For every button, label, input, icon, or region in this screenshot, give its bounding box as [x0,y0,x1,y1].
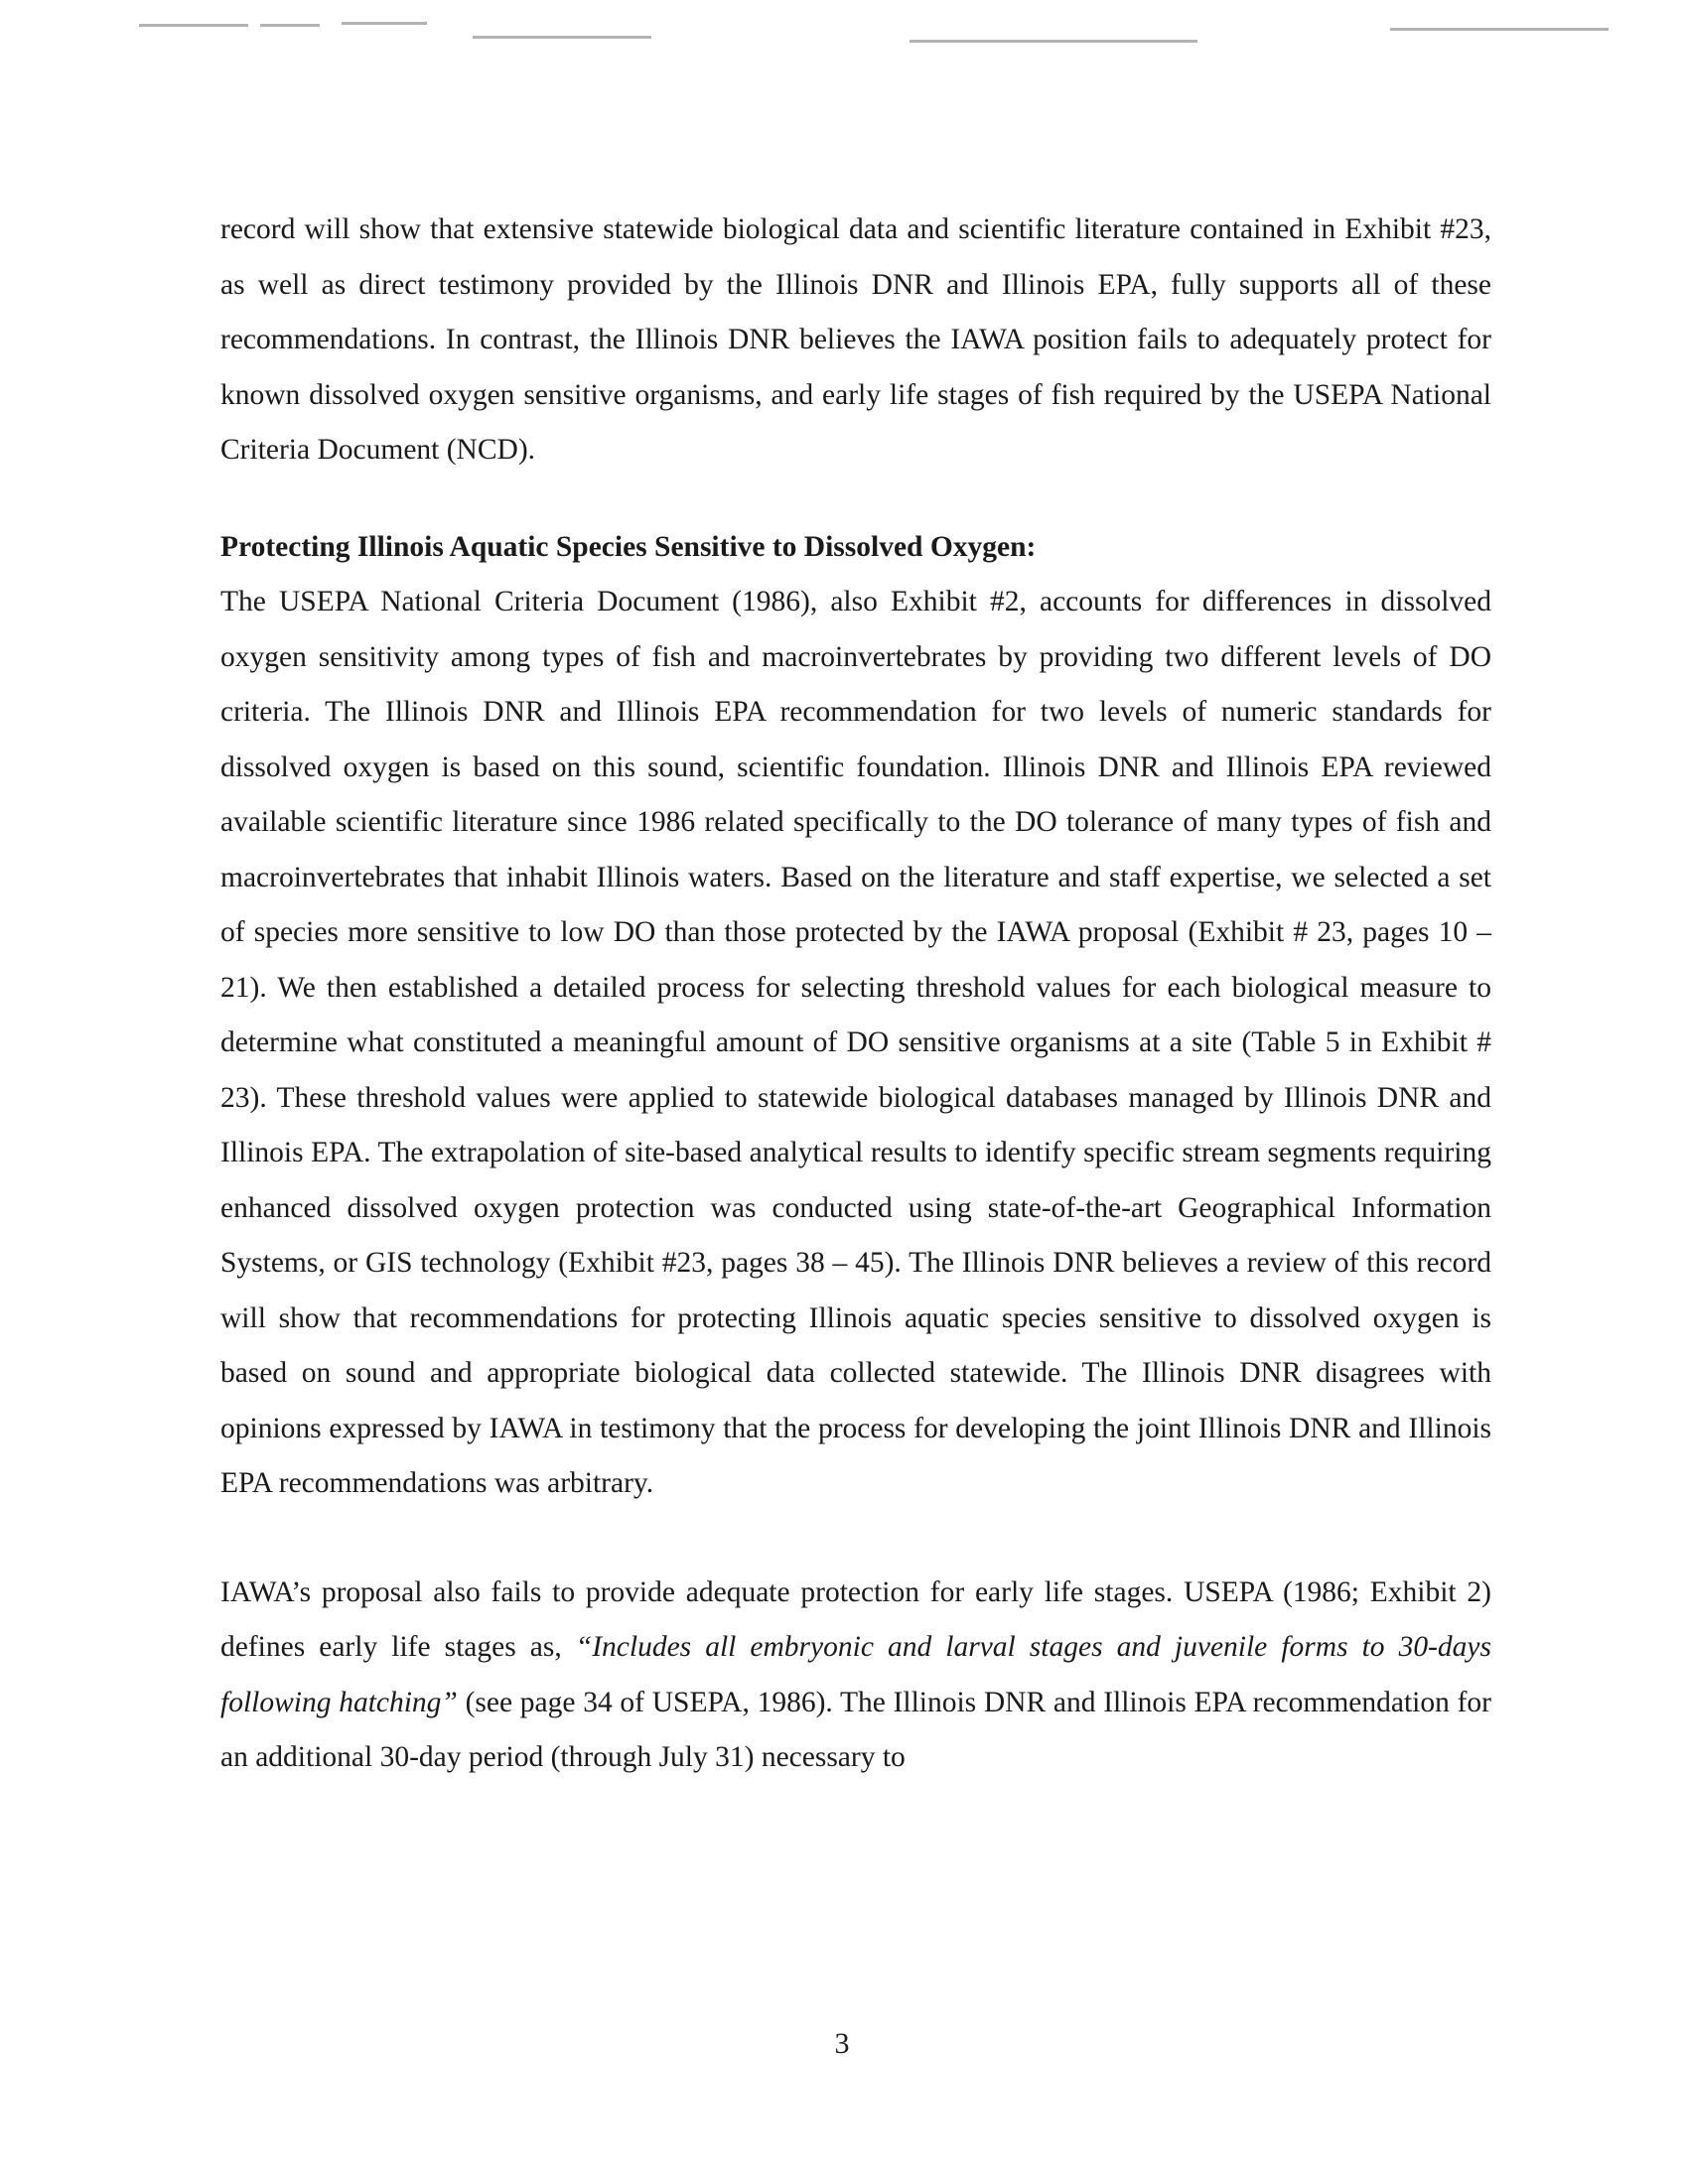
usepa-definition-quote: “Includes all embryonic and larval stages and juvenile forms to 30-days following hatching” [220,1631,1492,1718]
section-heading: Protecting Illinois Aquatic Species Sensitive to Dissolved Oxygen: [220,530,1037,563]
document-body [220,203,1491,1786]
paragraph-early-life-stages [220,1566,1491,1786]
page-number: 3 [834,2027,850,2060]
fax-header-mark [473,36,651,39]
fax-transmission-header [0,0,1684,60]
paragraph-intro: record will show that extensive statewide biological data and scientific literature contained in Exhibit #23, as well as direct testimony provided by the Illinois DNR and Illinois EPA, fully supports all of these recommendations. In contrast, the Illinois DNR believes the IAWA position fails to adequately protect for known dissolved oxygen sensitive organisms, and early life stages of fish required by the USEPA National Criteria Document (NCD). [220,213,1491,466]
fax-header-mark [260,24,320,27]
fax-header-mark [1390,28,1609,31]
fax-header-mark [139,24,248,27]
spacer [220,478,1491,520]
paragraph-early-life-stages-end: (see page 34 of USEPA, 1986). The Illinois DNR and Illinois EPA recommendation for an additional 30-day period (through July 31) necessary to [220,1686,1492,1773]
spacer [220,1512,1491,1566]
paragraph-early-life-stages-start: IAWA’s proposal also fails to provide adequate protection for early life stages. USEPA (1986; Exhibit 2) defines early life stages as, [220,1575,1491,1663]
fax-header-mark [910,40,1197,43]
paragraph-dissolved-oxygen: The USEPA National Criteria Document (1986), also Exhibit #2, accounts for differences in dissolved oxygen sensitivity among types of fish and macroinvertebrates by providing two different levels of DO criteria. The Illinois DNR and Illinois EPA recommendation for two levels of numeric standards for dissolved oxygen is based on this sound, scientific foundation. Illinois DNR and Illinois EPA reviewed available scientific literature since 1986 related specifically to the DO tolerance of many types of fish and macroinvertebrates that inhabit Illinois waters. Based on the literature and staff expertise, we selected a set of species more sensitive to low DO than those protected by the IAWA proposal (Exhibit # 23, pages 10 – 21). We then established a detailed process for selecting threshold values for each biological measure to determine what constituted a meaningful amount of DO sensitive organisms at a site (Table 5 in Exhibit # 23). These threshold values were applied to statewide biological databases managed by Illinois DNR and Illinois EPA. The extrapolation of site-based analytical results to identify specific stream segments requiring enhanced dissolved oxygen protection was conducted using state-of-the-art Geographical Information Systems, or GIS technology (Exhibit #23, pages 38 – 45). The Illinois DNR believes a review of this record will show that recommendations for protecting Illinois aquatic species sensitive to dissolved oxygen is based on sound and appropriate biological data collected statewide. The Illinois DNR disagrees with opinions expressed by IAWA in testimony that the process for developing the joint Illinois DNR and Illinois EPA recommendations was arbitrary. [220,586,1491,1499]
fax-header-mark [342,22,427,25]
